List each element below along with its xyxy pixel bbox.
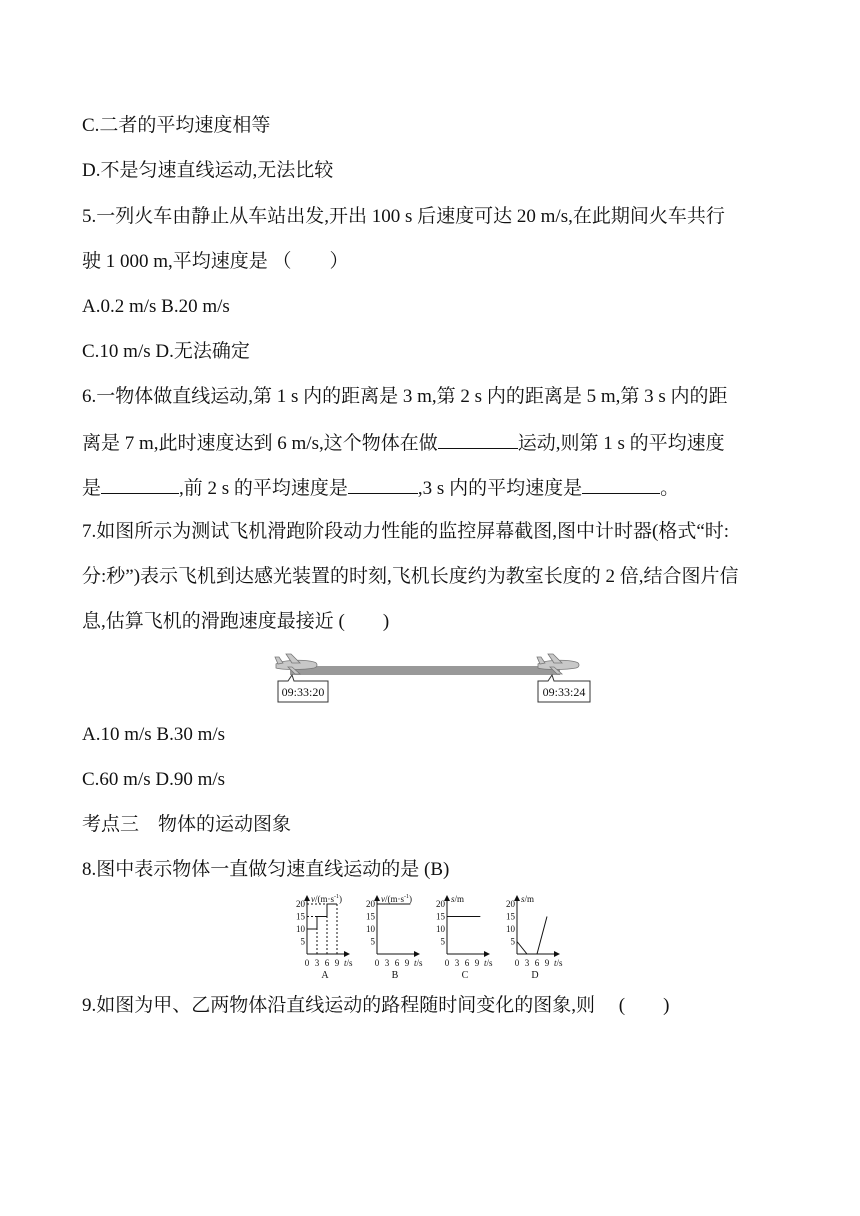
q6-line3-text2: ,前 2 s 的平均速度是 (179, 478, 348, 499)
x-tick-label: 0 (374, 958, 380, 968)
q7-options-line2: C.60 m/s D.90 m/s (82, 769, 226, 790)
q7-stem-line1: 7.如图所示为测试飞机滑跑阶段动力性能的监控屏幕截图,图中计时器(格式“时: (82, 521, 730, 542)
q5-options-line2: C.10 m/s D.无法确定 (82, 341, 250, 362)
x-tick-label: 3 (314, 958, 320, 968)
graph-A-label: A (321, 970, 329, 980)
q6-stem-line1: 6.一物体做直线运动,第 1 s 内的距离是 3 m,第 2 s 内的距离是 5 m,第 3 s 内的距 (82, 386, 728, 407)
y-tick-label: 20 (436, 899, 445, 909)
y-tick-label: 20 (506, 899, 515, 909)
y-axis-label: $v/(m\cdot s^{-1})$ (381, 894, 412, 904)
x-tick-label: 6 (394, 958, 400, 968)
x-tick-label: 3 (384, 958, 390, 968)
x-tick-label: 6 (534, 958, 540, 968)
y-tick-label: 15 (506, 911, 515, 922)
y-tick-label: 5 (370, 936, 375, 947)
q6-line2-text2: 运动,则第 1 s 的平均速度 (517, 433, 725, 454)
timer-left-text: 09:33:20 (281, 685, 325, 699)
timer-right-text: 09:33:24 (542, 685, 586, 699)
x-axis-label: t/s (414, 958, 423, 968)
graph-D-label: D (531, 970, 539, 980)
y-tick-label: 10 (296, 924, 305, 934)
y-tick-label: 5 (510, 936, 515, 947)
y-tick-label: 5 (300, 936, 305, 947)
q5-options-line1: A.0.2 m/s B.20 m/s (82, 296, 230, 317)
graph-C-label: C (461, 970, 469, 980)
y-tick-label: 20 (296, 899, 305, 909)
x-tick-label: 6 (464, 958, 470, 968)
x-tick-label: 0 (304, 958, 310, 968)
q4-option-d: D.不是匀速直线运动,无法比较 (82, 160, 334, 181)
q8-stem: 8.图中表示物体一直做匀速直线运动的是 (B) (82, 859, 450, 880)
q8-graphs-figure (285, 892, 585, 980)
x-axis-label: t/s (344, 958, 353, 968)
x-tick-label: 9 (474, 958, 480, 968)
x-axis-label: t/s (554, 958, 563, 968)
x-tick-label: 9 (404, 958, 410, 968)
q6-blank-speed-1s[interactable] (101, 475, 179, 494)
x-tick-label: 0 (514, 958, 520, 968)
q6-line3-end: 。 (660, 478, 680, 499)
y-axis-label: s/m (521, 894, 535, 904)
graph-B (366, 894, 423, 980)
q6-stem-line3 (82, 475, 679, 501)
q6-blank-speed-2s[interactable] (348, 475, 418, 494)
graph-D-curve (517, 917, 547, 955)
q7-stem-line2: 分:秒”)表示飞机到达感光装置的时刻,飞机长度约为教室长度的 2 倍,结合图片信 (82, 566, 739, 587)
y-tick-label: 10 (506, 924, 515, 934)
timer-left-callout (278, 675, 328, 702)
y-tick-label: 10 (366, 924, 375, 934)
y-tick-label: 20 (366, 899, 375, 909)
y-tick-label: 15 (436, 911, 445, 922)
q6-line2-text1: 离是 7 m,此时速度达到 6 m/s,这个物体在做 (82, 433, 438, 454)
y-tick-label: 15 (366, 911, 375, 922)
y-axis-label: $v/(m\cdot s^{-1})$ (311, 894, 342, 904)
q6-line3-text3: ,3 s 内的平均速度是 (417, 478, 583, 499)
q6-blank-motion-type[interactable] (438, 430, 518, 449)
graph-A (296, 894, 353, 980)
q5-stem-line2: 驶 1 000 m,平均速度是 （ ） (82, 251, 349, 272)
graph-D (506, 894, 563, 980)
x-axis-label: t/s (484, 958, 493, 968)
x-tick-label: 3 (454, 958, 460, 968)
graph-C (436, 894, 493, 980)
y-tick-label: 10 (436, 924, 445, 934)
q5-stem-line1: 5.一列火车由静止从车站出发,开出 100 s 后速度可达 20 m/s,在此期间火车共行 (82, 206, 725, 227)
runway-bar (290, 666, 560, 675)
section3-title: 考点三 物体的运动图象 (82, 814, 292, 835)
y-tick-label: 15 (296, 911, 305, 922)
y-tick-label: 5 (440, 936, 445, 947)
q7-runway-figure (270, 648, 595, 708)
x-tick-label: 9 (544, 958, 550, 968)
q9-stem: 9.如图为甲、乙两物体沿直线运动的路程随时间变化的图象,则 ( ) (82, 995, 670, 1016)
y-axis-label: s/m (451, 894, 465, 904)
q7-options-line1: A.10 m/s B.30 m/s (82, 724, 226, 745)
graph-B-label: B (391, 970, 399, 980)
q6-blank-speed-3s[interactable] (582, 475, 660, 494)
x-tick-label: 0 (444, 958, 450, 968)
timer-right-callout (538, 675, 590, 702)
q6-line3-text1: 是 (82, 478, 102, 499)
q7-stem-line3: 息,估算飞机的滑跑速度最接近 ( ) (82, 611, 390, 632)
q6-stem-line2 (82, 430, 725, 456)
x-tick-label: 6 (324, 958, 330, 968)
x-tick-label: 9 (334, 958, 340, 968)
x-tick-label: 3 (524, 958, 530, 968)
q4-option-c: C.二者的平均速度相等 (82, 115, 271, 136)
